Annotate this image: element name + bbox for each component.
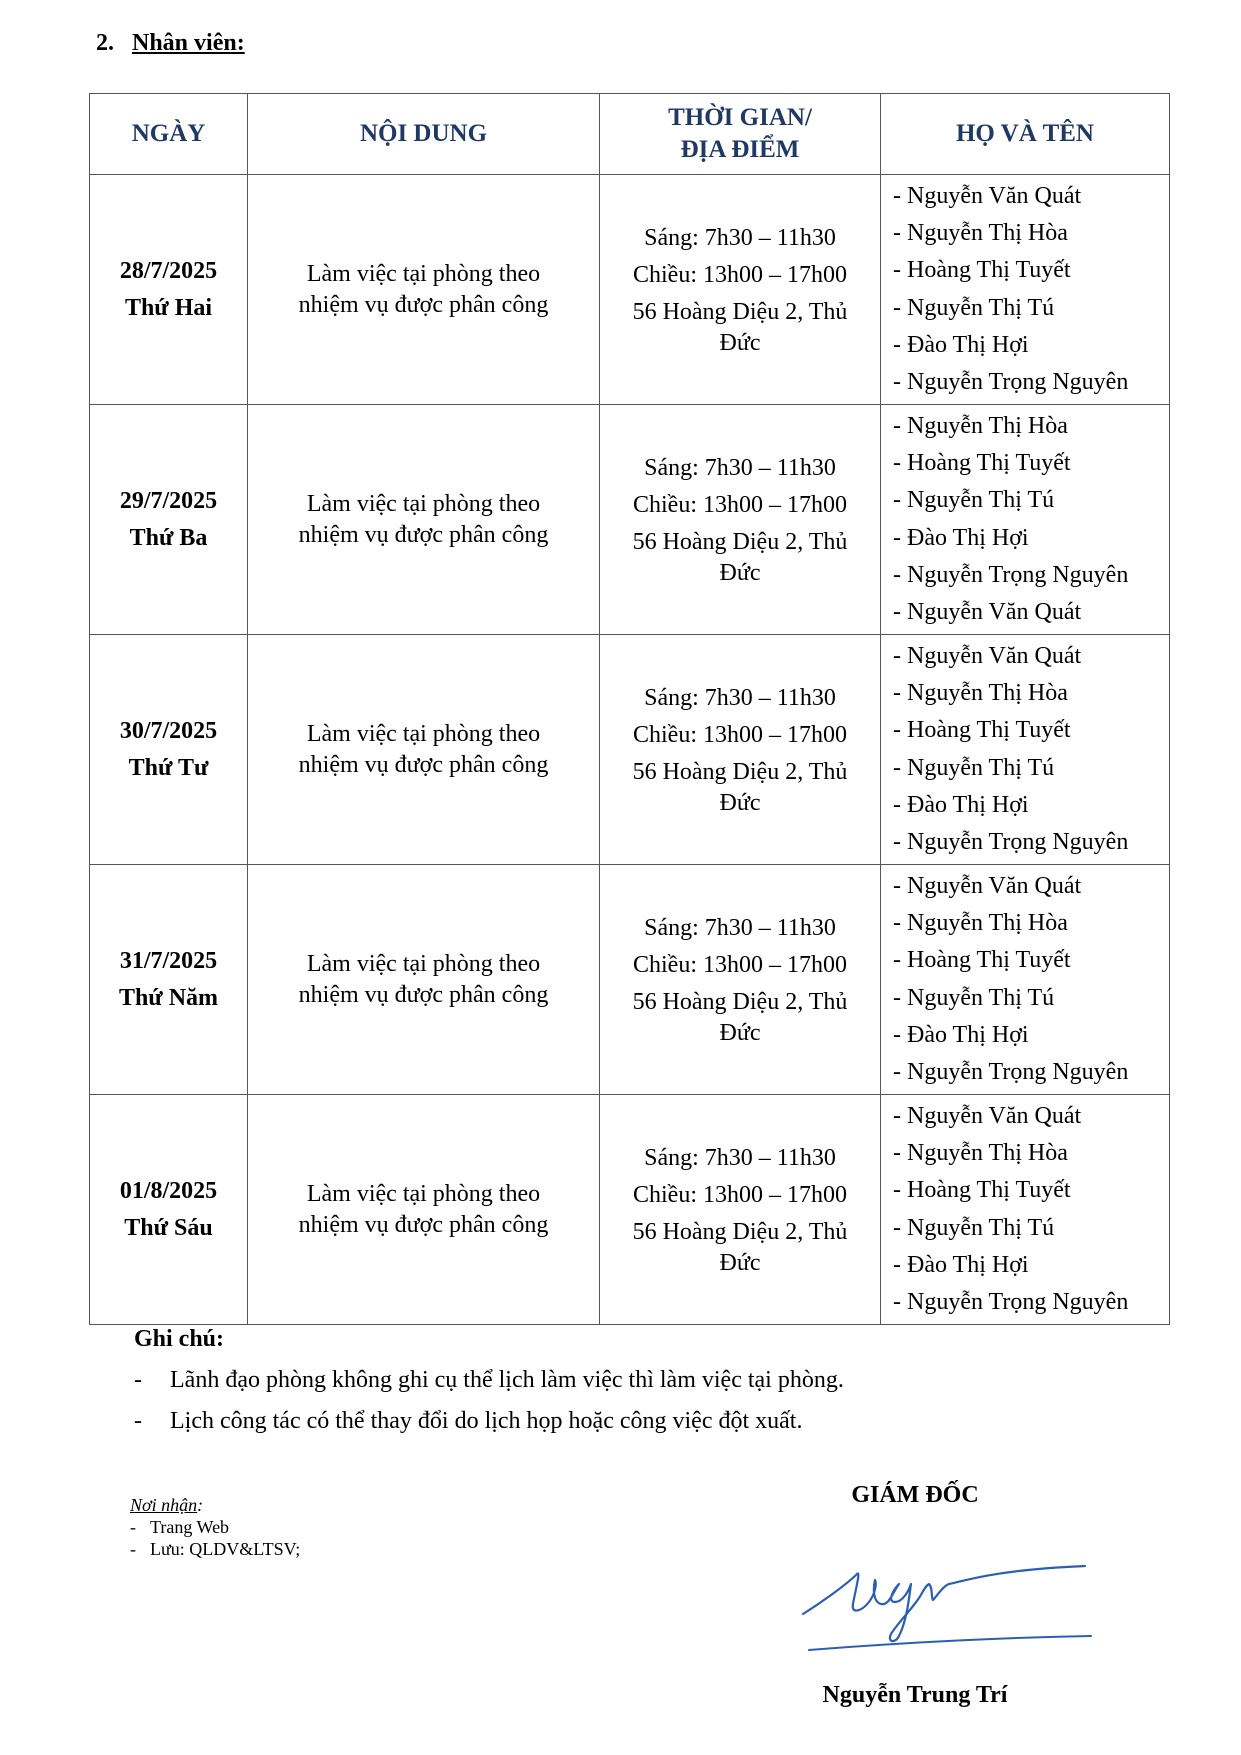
note-text: Lãnh đạo phòng không ghi cụ thể lịch làm việc thì làm việc tại phòng. — [170, 1367, 844, 1393]
weekday: Thứ Ba — [129, 524, 208, 551]
staff-name: - Nguyễn Trọng Nguyên — [893, 561, 1129, 588]
content-cell — [248, 175, 600, 405]
staff-name: - Nguyễn Văn Quát — [893, 872, 1082, 899]
weekday: Thứ Sáu — [124, 1214, 213, 1241]
table-row — [90, 635, 1170, 865]
weekday: Thứ Năm — [118, 984, 219, 1011]
date-cell — [90, 1095, 248, 1325]
header-content: NỘI DUNG — [248, 94, 600, 175]
date-cell — [90, 865, 248, 1095]
weekday: Thứ Hai — [124, 294, 213, 321]
staff-name: - Nguyễn Thị Hòa — [893, 909, 1068, 936]
recipients-title: Nơi nhận: — [130, 1495, 204, 1515]
signer-name: Nguyễn Trung Trí — [822, 1682, 1008, 1708]
morning-time: Sáng: 7h30 – 11h30 — [644, 1145, 836, 1171]
table-row — [90, 405, 1170, 635]
staff-name: - Nguyễn Thị Tú — [893, 754, 1055, 781]
names-cell — [881, 1095, 1170, 1325]
content-line: Làm việc tại phòng theo — [306, 260, 541, 287]
content-line: Làm việc tại phòng theo — [306, 490, 541, 517]
staff-name: - Nguyễn Thị Tú — [893, 294, 1055, 321]
time-location-cell — [600, 865, 881, 1095]
header-names: HỌ VÀ TÊN — [881, 94, 1170, 175]
section-heading — [96, 30, 245, 57]
time-location-cell — [600, 635, 881, 865]
staff-name: - Nguyễn Trọng Nguyên — [893, 1289, 1129, 1316]
content-cell — [248, 865, 600, 1095]
staff-name: - Nguyễn Thị Hòa — [893, 679, 1068, 706]
content-cell — [248, 635, 600, 865]
recipients-block — [130, 1494, 300, 1560]
handwritten-signature — [795, 1540, 1095, 1665]
staff-name: - Nguyễn Trọng Nguyên — [893, 1059, 1129, 1086]
table-row — [90, 175, 1170, 405]
morning-time: Sáng: 7h30 – 11h30 — [644, 685, 836, 711]
afternoon-time: Chiều: 13h00 – 17h00 — [633, 492, 847, 518]
date-cell — [90, 175, 248, 405]
staff-name: - Nguyễn Văn Quát — [893, 642, 1082, 669]
section-title: Nhân viên: — [132, 30, 245, 56]
content-line: nhiệm vụ được phân công — [298, 981, 549, 1008]
note-item: - Lịch công tác có thể thay đổi do lịch họp hoặc công việc đột xuất. — [134, 1408, 803, 1434]
content-line: nhiệm vụ được phân công — [298, 1211, 549, 1238]
staff-schedule-table — [89, 93, 1170, 1325]
staff-name: - Đào Thị Hợi — [893, 331, 1029, 358]
names-cell — [881, 865, 1170, 1095]
staff-name: - Nguyễn Văn Quát — [893, 599, 1082, 626]
morning-time: Sáng: 7h30 – 11h30 — [644, 455, 836, 481]
date: 29/7/2025 — [119, 487, 218, 514]
time-location-cell — [600, 175, 881, 405]
content-cell — [248, 1095, 600, 1325]
staff-name: - Nguyễn Thị Tú — [893, 487, 1055, 514]
content-cell — [248, 405, 600, 635]
table-row — [90, 865, 1170, 1095]
location: 56 Hoàng Diệu 2, Thủ Đức — [632, 759, 848, 816]
signer-title: GIÁM ĐỐC — [851, 1482, 979, 1508]
date: 01/8/2025 — [119, 1177, 218, 1204]
location: 56 Hoàng Diệu 2, Thủ Đức — [632, 1219, 848, 1276]
content-line: Làm việc tại phòng theo — [306, 950, 541, 977]
staff-name: - Nguyễn Văn Quát — [893, 1102, 1082, 1129]
recipient-item: - Trang Web — [130, 1517, 230, 1537]
staff-name: - Nguyễn Thị Hòa — [893, 412, 1068, 439]
staff-name: - Hoàng Thị Tuyết — [893, 449, 1071, 476]
afternoon-time: Chiều: 13h00 – 17h00 — [633, 952, 847, 978]
staff-name: - Nguyễn Thị Hòa — [893, 219, 1068, 246]
header-date: NGÀY — [90, 94, 248, 175]
morning-time: Sáng: 7h30 – 11h30 — [644, 915, 836, 941]
afternoon-time: Chiều: 13h00 – 17h00 — [633, 1182, 847, 1208]
recipient-item: - Lưu: QLDV&LTSV; — [130, 1539, 301, 1559]
content-line: Làm việc tại phòng theo — [306, 720, 541, 747]
header-time-line1: THỜI GIAN/ — [668, 104, 812, 131]
staff-name: - Nguyễn Thị Tú — [893, 1214, 1055, 1241]
content-line: nhiệm vụ được phân công — [298, 521, 549, 548]
staff-name: - Đào Thị Hợi — [893, 524, 1029, 551]
afternoon-time: Chiều: 13h00 – 17h00 — [633, 262, 847, 288]
names-cell — [881, 405, 1170, 635]
staff-name: - Hoàng Thị Tuyết — [893, 717, 1071, 744]
header-time-location — [600, 94, 881, 175]
date: 30/7/2025 — [119, 717, 218, 744]
morning-time: Sáng: 7h30 – 11h30 — [644, 225, 836, 251]
date-cell — [90, 635, 248, 865]
time-location-cell — [600, 405, 881, 635]
time-location-cell — [600, 1095, 881, 1325]
staff-name: - Hoàng Thị Tuyết — [893, 1177, 1071, 1204]
staff-name: - Nguyễn Trọng Nguyên — [893, 369, 1129, 396]
staff-name: - Đào Thị Hợi — [893, 791, 1029, 818]
names-cell — [881, 635, 1170, 865]
staff-name: - Đào Thị Hợi — [893, 1021, 1029, 1048]
table-row — [90, 1095, 1170, 1325]
afternoon-time: Chiều: 13h00 – 17h00 — [633, 722, 847, 748]
staff-name: - Nguyễn Trọng Nguyên — [893, 829, 1129, 856]
content-line: Làm việc tại phòng theo — [306, 1180, 541, 1207]
content-line: nhiệm vụ được phân công — [298, 291, 549, 318]
note-item: - Lãnh đạo phòng không ghi cụ thể lịch làm việc thì làm việc tại phòng. — [134, 1367, 844, 1393]
staff-name: - Nguyễn Thị Hòa — [893, 1139, 1068, 1166]
table-header-row — [90, 94, 1170, 175]
date-cell — [90, 405, 248, 635]
section-number: 2. — [96, 30, 114, 56]
date: 31/7/2025 — [119, 947, 218, 974]
notes-title: Ghi chú: — [134, 1326, 225, 1352]
location: 56 Hoàng Diệu 2, Thủ Đức — [632, 299, 848, 356]
location: 56 Hoàng Diệu 2, Thủ Đức — [632, 529, 848, 586]
date: 28/7/2025 — [119, 257, 218, 284]
staff-name: - Hoàng Thị Tuyết — [893, 947, 1071, 974]
names-cell — [881, 175, 1170, 405]
staff-name: - Nguyễn Văn Quát — [893, 182, 1082, 209]
staff-name: - Đào Thị Hợi — [893, 1251, 1029, 1278]
staff-name: - Nguyễn Thị Tú — [893, 984, 1055, 1011]
weekday: Thứ Tư — [128, 754, 209, 781]
content-line: nhiệm vụ được phân công — [298, 751, 549, 778]
staff-name: - Hoàng Thị Tuyết — [893, 257, 1071, 284]
location: 56 Hoàng Diệu 2, Thủ Đức — [632, 989, 848, 1046]
note-text: Lịch công tác có thể thay đổi do lịch họp hoặc công việc đột xuất. — [170, 1408, 803, 1434]
header-time-line2: ĐỊA ĐIỂM — [680, 136, 800, 163]
